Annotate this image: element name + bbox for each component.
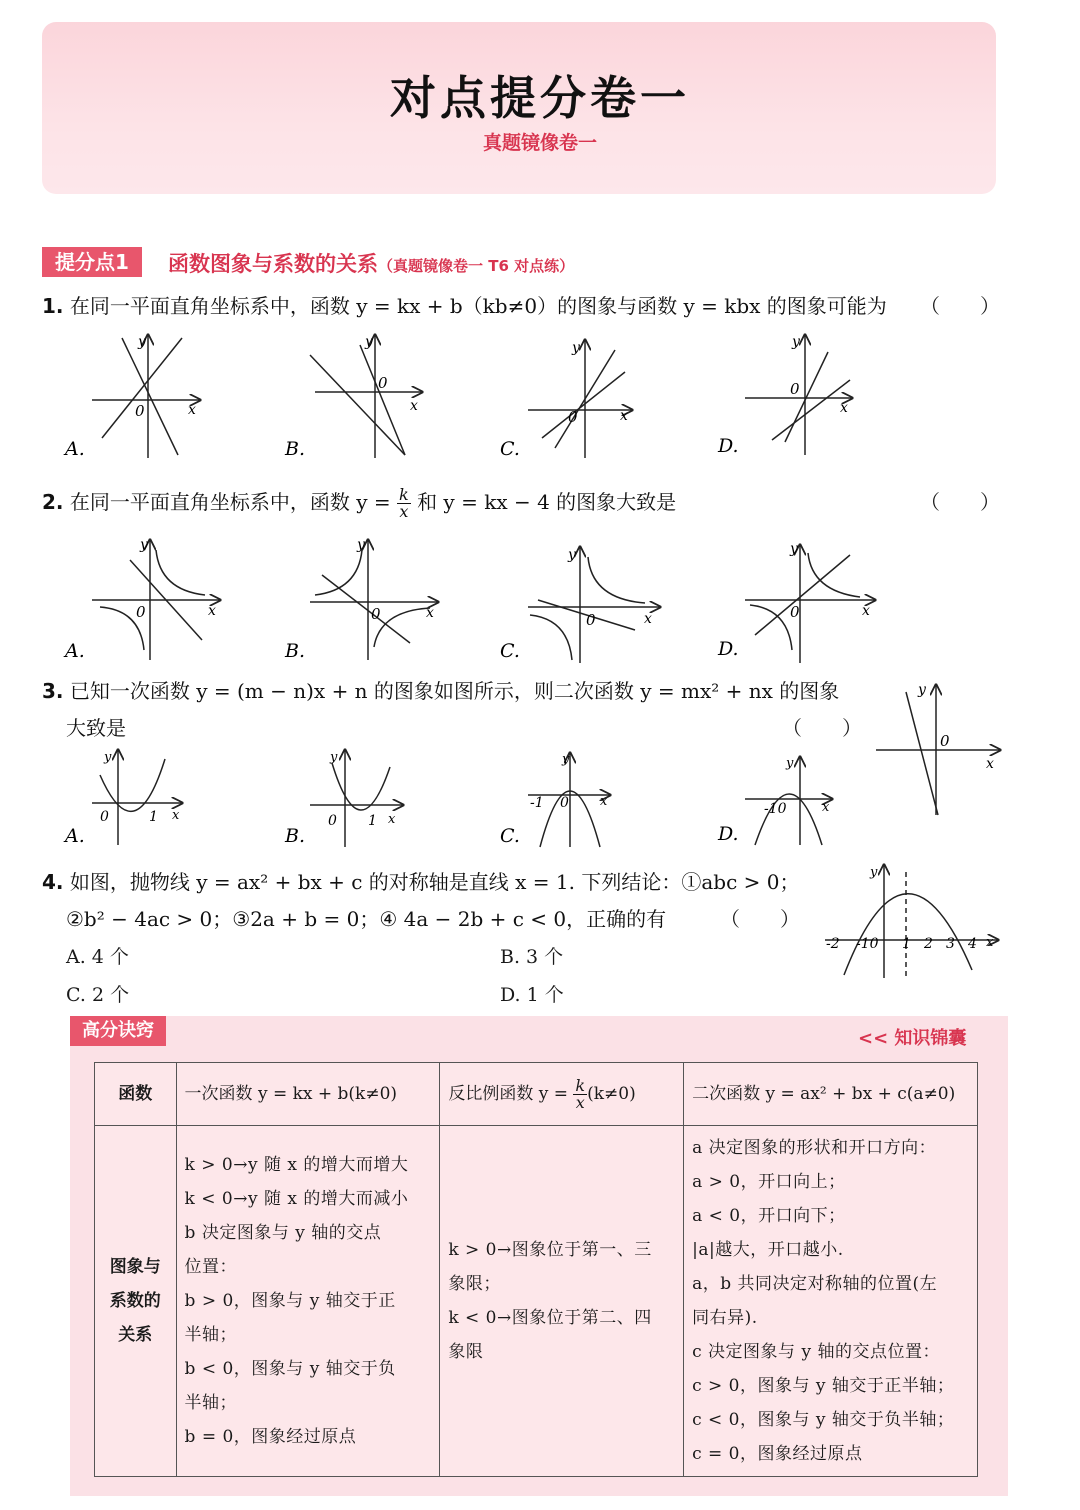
question-4-line2: ②b² − 4ac > 0；③2a + b = 0；④ 4a − 2b + c < 0，正确的有	[66, 907, 667, 931]
row-head: 图象与 系数的 关系	[95, 1126, 177, 1477]
option-label: B.	[285, 640, 306, 662]
q4-parabola-graph	[820, 860, 1005, 980]
y-label: y	[104, 750, 112, 765]
question-number: 2.	[42, 490, 64, 514]
header-linear: 一次函数 y = kx + b(k≠0)	[176, 1063, 440, 1126]
question-text-2: 和 y = kx − 4 的图象大致是	[417, 490, 677, 514]
y-label: y	[365, 334, 373, 350]
tips-badge: 高分诀窍	[70, 1016, 166, 1046]
tick-label: 1	[368, 813, 377, 829]
origin-label: 0	[790, 380, 800, 398]
option-label: A.	[65, 825, 85, 847]
graph-q1-c	[528, 340, 632, 458]
origin-label: 0	[100, 809, 109, 825]
section-title	[168, 248, 574, 278]
tick-label: 3	[946, 936, 955, 952]
option-label: D.	[718, 638, 739, 660]
x-label: x	[986, 756, 994, 772]
question-number: 3.	[42, 679, 64, 703]
answer-paren: （ ）	[920, 490, 1000, 514]
x-label: x	[172, 808, 180, 823]
cell-inverse: k > 0→图象位于第一、三 象限； k < 0→图象位于第二、四 象限	[440, 1126, 684, 1477]
y-label: y	[138, 334, 146, 350]
question-2	[42, 486, 676, 520]
x-label: x	[620, 408, 628, 424]
tick-label: -10	[856, 936, 879, 952]
section-note: （真题镜像卷一 T6 对点练）	[378, 257, 575, 275]
x-label: x	[188, 402, 196, 418]
q2-graphs	[60, 535, 960, 665]
header-function: 函数	[95, 1063, 177, 1126]
option-d: D. 1 个	[500, 984, 564, 1006]
option-b: B. 3 个	[500, 946, 564, 968]
graph-q2-c	[528, 547, 660, 663]
graph-q3-b	[310, 750, 403, 847]
x-label: x	[840, 400, 848, 416]
option-label: A.	[65, 438, 85, 460]
tick-label: -10	[764, 801, 787, 817]
tick-label: 2	[924, 936, 933, 952]
question-text: 在同一平面直角坐标系中，函数 y =	[69, 490, 391, 514]
y-label: y	[562, 752, 570, 767]
graph-q1-a	[92, 335, 200, 458]
y-label: y	[140, 537, 148, 553]
question-number: 4.	[42, 870, 64, 894]
option-label: C.	[500, 438, 520, 460]
x-label: x	[426, 605, 434, 621]
x-label: x	[410, 398, 418, 414]
x-label: x	[644, 611, 652, 627]
option-a: A. 4 个	[66, 946, 129, 968]
q3-reference-graph	[868, 680, 1008, 820]
y-label: y	[792, 334, 800, 350]
tick-label: 1	[902, 936, 911, 952]
origin-label: 0	[378, 374, 388, 392]
x-label: x	[862, 603, 870, 619]
page-title: 对点提分卷一	[390, 71, 690, 125]
y-label: y	[786, 756, 794, 771]
q1-graphs	[60, 330, 1000, 465]
origin-label: 0	[328, 813, 337, 829]
y-label: y	[572, 340, 580, 356]
q3-graphs	[60, 745, 860, 855]
tick-label: 1	[149, 809, 158, 825]
origin-label: 0	[940, 732, 950, 750]
x-label: x	[600, 794, 608, 809]
question-text: 如图，抛物线 y = ax² + bx + c 的对称轴是直线 x = 1. 下列结论：①abc > 0；	[69, 870, 800, 894]
header-quadratic: 二次函数 y = ax² + bx + c(a≠0)	[684, 1063, 978, 1126]
cell-linear: k > 0→y 随 x 的增大而增大 k < 0→y 随 x 的增大而减小 b 决定图象与 y 轴的交点 位置： b > 0，图象与 y 轴交于正 半轴； b < 0，图象与 y 轴交于负 半轴； b = 0，图象经过原点	[176, 1126, 440, 1477]
graph-q2-d	[745, 545, 875, 663]
question-3	[42, 675, 839, 704]
answer-paren: （ ）	[720, 907, 800, 931]
section-title-text: 函数图象与系数的关系	[168, 252, 378, 276]
question-number: 1.	[42, 294, 64, 318]
option-label: C.	[500, 640, 520, 662]
question-text: 已知一次函数 y = (m − n)x + n 的图象如图所示，则二次函数 y = mx² + nx 的图象	[69, 679, 840, 703]
question-text: 在同一平面直角坐标系中，函数 y = kx + b（kb≠0）的图象与函数 y = kbx 的图象可能为	[69, 294, 887, 318]
page-subtitle: 真题镜像卷一	[482, 132, 597, 154]
question-1	[42, 290, 887, 319]
y-label: y	[357, 537, 365, 553]
x-label: x	[208, 603, 216, 619]
option-label: D.	[718, 435, 739, 457]
knowledge-link[interactable]: << 知识锦囊	[858, 1028, 967, 1049]
graph-q2-b	[310, 540, 438, 660]
y-label: y	[330, 750, 338, 765]
question-4	[42, 866, 799, 895]
origin-label: 0	[568, 408, 578, 426]
cell-quadratic: a 决定图象的形状和开口方向： a > 0，开口向上； a < 0，开口向下； |a|越大，开口越小. a，b 共同决定对称轴的位置(左 同右异). c 决定图象与 y 轴的交点位置： c > 0，图象与 y 轴交于正半轴； c < 0，图象与 y 轴交于负半轴； c = 0，图象经过原点	[684, 1126, 978, 1477]
option-label: B.	[285, 825, 306, 847]
table-body-row	[95, 1126, 978, 1477]
origin-label: 0	[136, 603, 146, 621]
graph-q2-a	[92, 540, 220, 660]
answer-paren: （ ）	[782, 716, 862, 740]
answer-paren: （ ）	[920, 294, 1000, 318]
y-label: y	[918, 682, 926, 698]
origin-label: 0	[586, 611, 596, 629]
tick-label: 4	[968, 936, 977, 952]
x-label: x	[822, 800, 830, 815]
y-label: y	[790, 541, 798, 557]
x-label: x	[388, 812, 396, 827]
option-label: C.	[500, 825, 520, 847]
fraction: $\frac{k}{x}$	[399, 485, 409, 521]
origin-label: 0	[560, 795, 569, 811]
origin-label: 0	[135, 402, 145, 420]
tick-label: -1	[530, 795, 544, 811]
option-label: A.	[65, 640, 85, 662]
origin-label: 0	[790, 603, 800, 621]
option-label: B.	[285, 438, 306, 460]
y-label: y	[568, 547, 576, 563]
tick-label: -2	[826, 936, 840, 952]
y-label: y	[870, 865, 878, 880]
table-header-row	[95, 1063, 978, 1126]
option-c: C. 2 个	[66, 984, 130, 1006]
graph-q1-b	[310, 335, 422, 458]
question-3-line2: 大致是	[66, 716, 126, 740]
option-label: D.	[718, 823, 739, 845]
header-inverse: 反比例函数 y = $\frac{k}{x}$ (k≠0)	[440, 1063, 684, 1126]
x-label: x	[986, 935, 994, 950]
origin-label: 0	[371, 605, 381, 623]
section-badge: 提分点1	[42, 247, 142, 277]
knowledge-table	[94, 1062, 978, 1477]
